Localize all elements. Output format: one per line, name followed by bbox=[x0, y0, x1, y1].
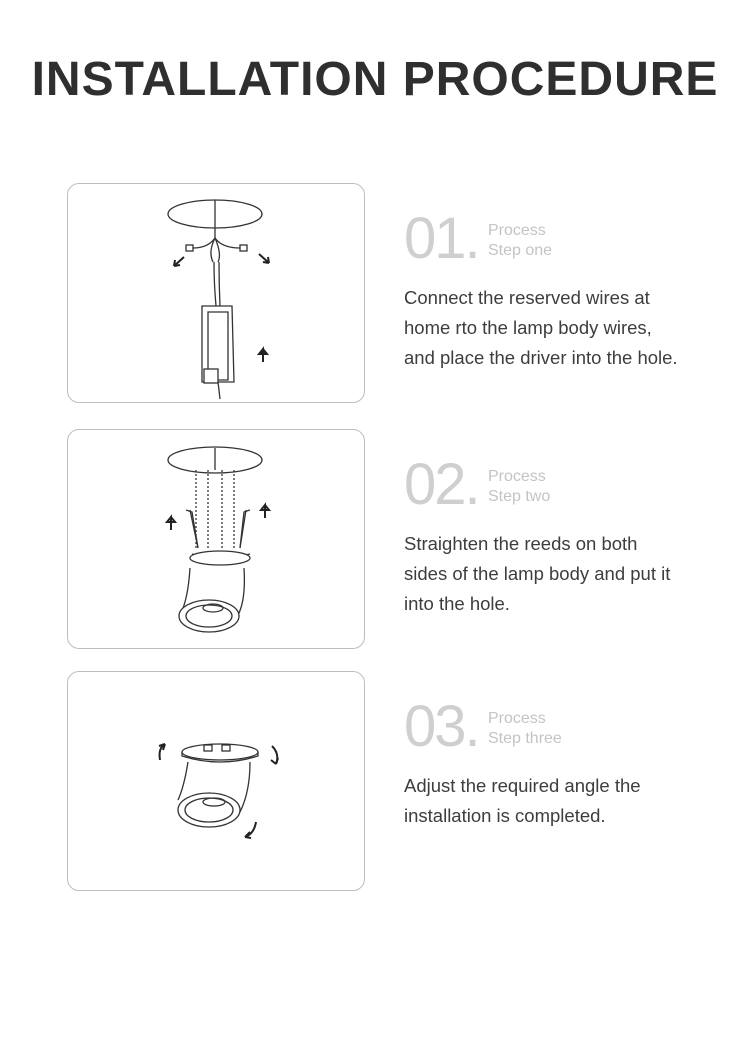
step-1-illustration-panel bbox=[67, 183, 365, 403]
page-title: INSTALLATION PROCEDURE bbox=[31, 53, 719, 106]
driver-wiring-illustration bbox=[68, 184, 365, 403]
step-2-illustration-panel bbox=[67, 429, 365, 649]
step-2-number: 02. bbox=[404, 452, 479, 517]
step-3 bbox=[0, 671, 750, 893]
step-3-illustration-panel bbox=[67, 671, 365, 891]
step-2 bbox=[0, 429, 750, 651]
arrow-left-icon bbox=[174, 257, 184, 266]
angle-adjust-illustration bbox=[68, 672, 365, 891]
arrow-up-right-icon bbox=[261, 505, 269, 518]
lamp-insertion-illustration bbox=[68, 430, 365, 649]
arrow-up-left-icon bbox=[167, 517, 175, 530]
step-2-description: Straighten the reeds on both sides of the lamp body and put it into the hole. bbox=[404, 533, 671, 614]
step-3-description: Adjust the required angle the installation is completed. bbox=[404, 775, 641, 826]
arrow-right-icon bbox=[259, 254, 269, 263]
step-2-label: Process Step two bbox=[488, 468, 551, 505]
arrow-up-icon bbox=[259, 349, 267, 362]
mounting-ring bbox=[182, 744, 258, 760]
step-1-number: 01. bbox=[404, 206, 479, 271]
step-1 bbox=[0, 183, 750, 405]
step-3-label: Process Step three bbox=[488, 710, 562, 747]
step-3-number: 03. bbox=[404, 694, 479, 759]
step-1-label: Process Step one bbox=[488, 222, 553, 259]
step-1-description: Connect the reserved wires at home rto the lamp body wires, and place the driver into the hole. bbox=[404, 287, 678, 368]
